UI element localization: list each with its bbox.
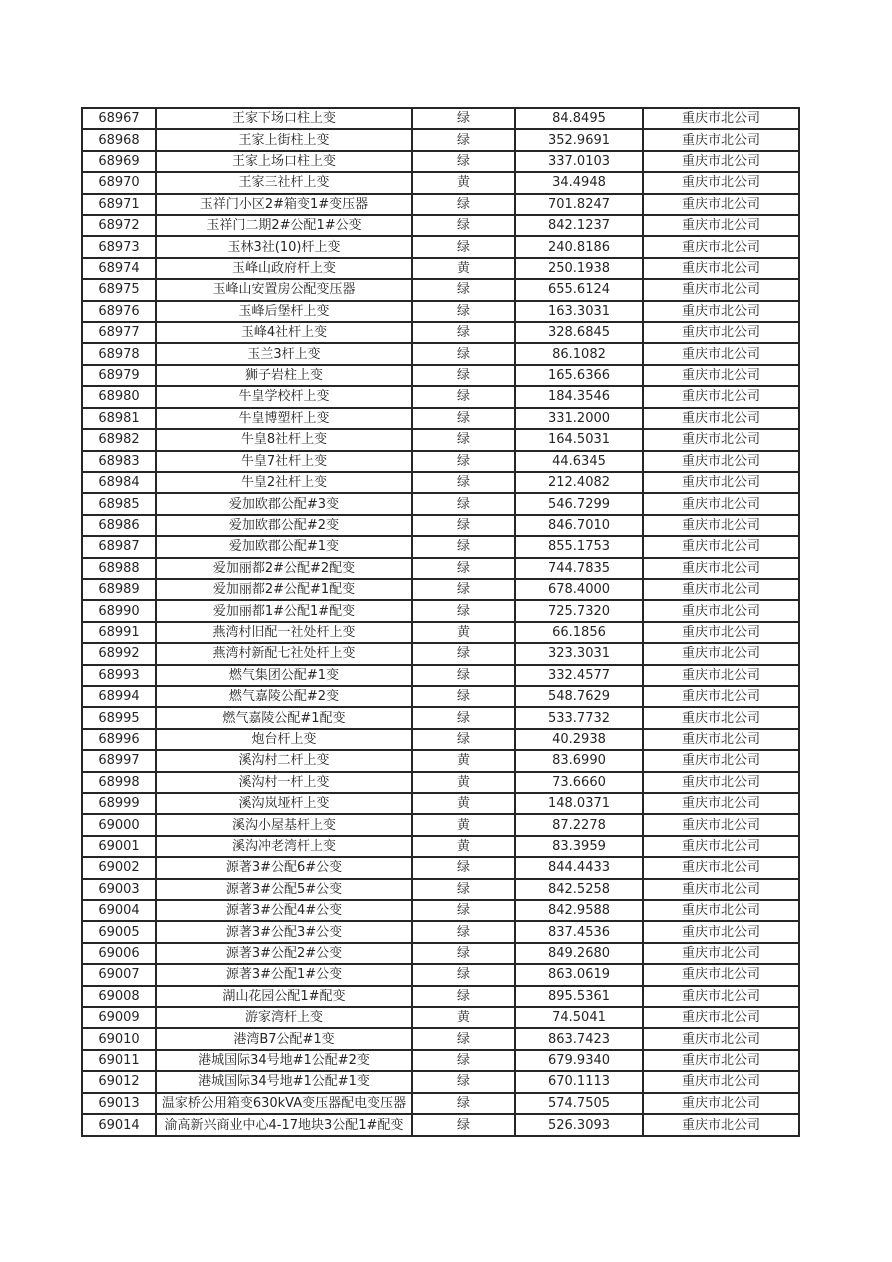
cell-id: 68969 (82, 151, 156, 172)
cell-value: 855.1753 (515, 536, 643, 557)
cell-name: 湖山花园公配1#配变 (156, 986, 412, 1007)
table-row (82, 814, 799, 835)
cell-company: 重庆市北公司 (643, 472, 799, 493)
cell-name: 燃气嘉陵公配#2变 (156, 686, 412, 707)
table-row (82, 386, 799, 407)
cell-id: 69007 (82, 964, 156, 985)
cell-status: 绿 (412, 921, 515, 942)
cell-id: 69010 (82, 1028, 156, 1049)
cell-status: 绿 (412, 472, 515, 493)
cell-id: 69012 (82, 1071, 156, 1092)
cell-name: 溪沟冲老湾杆上变 (156, 836, 412, 857)
cell-company: 重庆市北公司 (643, 215, 799, 236)
cell-name: 溪沟岚垭杆上变 (156, 793, 412, 814)
cell-value: 250.1938 (515, 258, 643, 279)
cell-status: 绿 (412, 129, 515, 150)
cell-company: 重庆市北公司 (643, 814, 799, 835)
cell-company: 重庆市北公司 (643, 686, 799, 707)
cell-company: 重庆市北公司 (643, 622, 799, 643)
cell-name: 爱加丽都1#公配1#配变 (156, 600, 412, 621)
cell-id: 68990 (82, 600, 156, 621)
table-row (82, 322, 799, 343)
cell-status: 绿 (412, 879, 515, 900)
cell-id: 69004 (82, 900, 156, 921)
table-row (82, 686, 799, 707)
cell-company: 重庆市北公司 (643, 194, 799, 215)
cell-company: 重庆市北公司 (643, 408, 799, 429)
cell-status: 绿 (412, 215, 515, 236)
cell-value: 655.6124 (515, 279, 643, 300)
cell-company: 重庆市北公司 (643, 1050, 799, 1071)
cell-value: 84.8495 (515, 108, 643, 129)
table-row (82, 600, 799, 621)
cell-name: 燕湾村旧配一社处杆上变 (156, 622, 412, 643)
table-row (82, 129, 799, 150)
cell-id: 69006 (82, 943, 156, 964)
cell-id: 68968 (82, 129, 156, 150)
cell-id: 68993 (82, 665, 156, 686)
cell-name: 牛皇8社杆上变 (156, 429, 412, 450)
transformer-data-grid (81, 107, 800, 1137)
cell-company: 重庆市北公司 (643, 1007, 799, 1028)
cell-name: 港湾B7公配#1变 (156, 1028, 412, 1049)
cell-status: 绿 (412, 236, 515, 257)
cell-name: 王家上街柱上变 (156, 129, 412, 150)
cell-company: 重庆市北公司 (643, 515, 799, 536)
cell-id: 69000 (82, 814, 156, 835)
cell-value: 863.0619 (515, 964, 643, 985)
cell-name: 爱加丽都2#公配#2配变 (156, 558, 412, 579)
cell-company: 重庆市北公司 (643, 707, 799, 728)
cell-name: 源著3#公配4#公变 (156, 900, 412, 921)
table-row (82, 215, 799, 236)
cell-status: 绿 (412, 643, 515, 664)
cell-company: 重庆市北公司 (643, 1028, 799, 1049)
table-row (82, 365, 799, 386)
cell-status: 绿 (412, 1050, 515, 1071)
cell-id: 68995 (82, 707, 156, 728)
cell-status: 黄 (412, 258, 515, 279)
cell-name: 港城国际34号地#1公配#1变 (156, 1071, 412, 1092)
cell-status: 绿 (412, 322, 515, 343)
cell-status: 绿 (412, 1028, 515, 1049)
cell-name: 炮台杆上变 (156, 729, 412, 750)
cell-id: 69005 (82, 921, 156, 942)
cell-id: 69008 (82, 986, 156, 1007)
cell-name: 玉峰4社杆上变 (156, 322, 412, 343)
cell-id: 68975 (82, 279, 156, 300)
cell-value: 533.7732 (515, 707, 643, 728)
cell-id: 68987 (82, 536, 156, 557)
cell-value: 328.6845 (515, 322, 643, 343)
cell-id: 68970 (82, 172, 156, 193)
cell-company: 重庆市北公司 (643, 493, 799, 514)
cell-status: 绿 (412, 707, 515, 728)
cell-company: 重庆市北公司 (643, 108, 799, 129)
table-row (82, 108, 799, 129)
cell-name: 爱加欧郡公配#3变 (156, 493, 412, 514)
cell-name: 王家下场口柱上变 (156, 108, 412, 129)
cell-value: 165.6366 (515, 365, 643, 386)
cell-company: 重庆市北公司 (643, 900, 799, 921)
cell-company: 重庆市北公司 (643, 836, 799, 857)
cell-id: 68985 (82, 493, 156, 514)
cell-id: 68989 (82, 579, 156, 600)
cell-name: 溪沟小屋基杆上变 (156, 814, 412, 835)
cell-status: 绿 (412, 194, 515, 215)
cell-value: 323.3031 (515, 643, 643, 664)
cell-status: 绿 (412, 665, 515, 686)
cell-name: 玉峰山政府杆上变 (156, 258, 412, 279)
cell-id: 69002 (82, 857, 156, 878)
cell-status: 黄 (412, 750, 515, 771)
cell-id: 69009 (82, 1007, 156, 1028)
cell-value: 846.7010 (515, 515, 643, 536)
cell-status: 黄 (412, 622, 515, 643)
cell-id: 68979 (82, 365, 156, 386)
cell-id: 68986 (82, 515, 156, 536)
cell-id: 68982 (82, 429, 156, 450)
cell-company: 重庆市北公司 (643, 343, 799, 364)
table-row (82, 536, 799, 557)
cell-value: 83.6990 (515, 750, 643, 771)
cell-value: 679.9340 (515, 1050, 643, 1071)
table-row (82, 836, 799, 857)
cell-company: 重庆市北公司 (643, 643, 799, 664)
cell-status: 黄 (412, 772, 515, 793)
cell-company: 重庆市北公司 (643, 579, 799, 600)
cell-value: 184.3546 (515, 386, 643, 407)
cell-value: 352.9691 (515, 129, 643, 150)
cell-status: 绿 (412, 301, 515, 322)
cell-company: 重庆市北公司 (643, 879, 799, 900)
cell-status: 绿 (412, 429, 515, 450)
table-row (82, 643, 799, 664)
cell-id: 68980 (82, 386, 156, 407)
cell-company: 重庆市北公司 (643, 258, 799, 279)
cell-id: 68972 (82, 215, 156, 236)
cell-id: 69001 (82, 836, 156, 857)
cell-name: 牛皇7社杆上变 (156, 451, 412, 472)
cell-status: 黄 (412, 836, 515, 857)
cell-value: 863.7423 (515, 1028, 643, 1049)
cell-value: 678.4000 (515, 579, 643, 600)
cell-name: 燃气嘉陵公配#1配变 (156, 707, 412, 728)
table-row (82, 729, 799, 750)
table-row (82, 194, 799, 215)
cell-id: 69013 (82, 1093, 156, 1114)
cell-id: 68981 (82, 408, 156, 429)
table-row (82, 1028, 799, 1049)
cell-status: 绿 (412, 1114, 515, 1136)
cell-status: 绿 (412, 558, 515, 579)
cell-name: 狮子岩柱上变 (156, 365, 412, 386)
cell-status: 绿 (412, 900, 515, 921)
cell-name: 温家桥公用箱变630kVA变压器配电变压器 (156, 1093, 412, 1114)
cell-name: 游家湾杆上变 (156, 1007, 412, 1028)
cell-name: 源著3#公配2#公变 (156, 943, 412, 964)
cell-company: 重庆市北公司 (643, 1071, 799, 1092)
cell-company: 重庆市北公司 (643, 943, 799, 964)
cell-id: 68988 (82, 558, 156, 579)
cell-company: 重庆市北公司 (643, 1114, 799, 1136)
cell-value: 164.5031 (515, 429, 643, 450)
cell-name: 爱加丽都2#公配#1配变 (156, 579, 412, 600)
cell-status: 绿 (412, 857, 515, 878)
table-row (82, 793, 799, 814)
cell-company: 重庆市北公司 (643, 772, 799, 793)
cell-company: 重庆市北公司 (643, 964, 799, 985)
cell-name: 牛皇2社杆上变 (156, 472, 412, 493)
table-row (82, 622, 799, 643)
table-row (82, 772, 799, 793)
cell-value: 212.4082 (515, 472, 643, 493)
cell-name: 王家三社杆上变 (156, 172, 412, 193)
cell-name: 港城国际34号地#1公配#2变 (156, 1050, 412, 1071)
table-body (82, 108, 799, 1136)
cell-value: 842.9588 (515, 900, 643, 921)
cell-value: 837.4536 (515, 921, 643, 942)
cell-company: 重庆市北公司 (643, 600, 799, 621)
cell-name: 玉祥门小区2#箱变1#变压器 (156, 194, 412, 215)
cell-company: 重庆市北公司 (643, 921, 799, 942)
cell-id: 68984 (82, 472, 156, 493)
cell-value: 44.6345 (515, 451, 643, 472)
cell-status: 绿 (412, 536, 515, 557)
cell-name: 玉峰后堡杆上变 (156, 301, 412, 322)
cell-value: 546.7299 (515, 493, 643, 514)
cell-value: 332.4577 (515, 665, 643, 686)
cell-id: 68992 (82, 643, 156, 664)
cell-status: 绿 (412, 600, 515, 621)
table-row (82, 172, 799, 193)
cell-value: 73.6660 (515, 772, 643, 793)
cell-status: 绿 (412, 493, 515, 514)
cell-name: 爱加欧郡公配#1变 (156, 536, 412, 557)
cell-status: 绿 (412, 451, 515, 472)
cell-company: 重庆市北公司 (643, 365, 799, 386)
cell-company: 重庆市北公司 (643, 729, 799, 750)
cell-name: 牛皇学校杆上变 (156, 386, 412, 407)
cell-status: 绿 (412, 579, 515, 600)
cell-company: 重庆市北公司 (643, 665, 799, 686)
cell-name: 源著3#公配3#公变 (156, 921, 412, 942)
cell-status: 绿 (412, 1071, 515, 1092)
cell-status: 绿 (412, 365, 515, 386)
cell-company: 重庆市北公司 (643, 172, 799, 193)
table-row (82, 986, 799, 1007)
cell-value: 842.5258 (515, 879, 643, 900)
cell-value: 87.2278 (515, 814, 643, 835)
cell-value: 574.7505 (515, 1093, 643, 1114)
cell-value: 83.3959 (515, 836, 643, 857)
cell-value: 163.3031 (515, 301, 643, 322)
cell-company: 重庆市北公司 (643, 301, 799, 322)
cell-id: 68994 (82, 686, 156, 707)
cell-status: 绿 (412, 686, 515, 707)
cell-name: 玉兰3杆上变 (156, 343, 412, 364)
cell-value: 725.7320 (515, 600, 643, 621)
table-row (82, 1050, 799, 1071)
cell-value: 34.4948 (515, 172, 643, 193)
table-row (82, 1007, 799, 1028)
cell-value: 240.8186 (515, 236, 643, 257)
cell-company: 重庆市北公司 (643, 750, 799, 771)
table-row (82, 258, 799, 279)
cell-company: 重庆市北公司 (643, 857, 799, 878)
cell-status: 绿 (412, 986, 515, 1007)
cell-value: 842.1237 (515, 215, 643, 236)
cell-company: 重庆市北公司 (643, 1093, 799, 1114)
cell-value: 331.2000 (515, 408, 643, 429)
cell-value: 701.8247 (515, 194, 643, 215)
cell-name: 燃气集团公配#1变 (156, 665, 412, 686)
cell-id: 68983 (82, 451, 156, 472)
cell-status: 绿 (412, 964, 515, 985)
cell-company: 重庆市北公司 (643, 129, 799, 150)
cell-id: 68971 (82, 194, 156, 215)
cell-name: 玉峰山安置房公配变压器 (156, 279, 412, 300)
cell-value: 895.5361 (515, 986, 643, 1007)
cell-status: 黄 (412, 814, 515, 835)
cell-value: 40.2938 (515, 729, 643, 750)
cell-company: 重庆市北公司 (643, 558, 799, 579)
cell-name: 源著3#公配6#公变 (156, 857, 412, 878)
cell-status: 绿 (412, 279, 515, 300)
cell-value: 844.4433 (515, 857, 643, 878)
cell-value: 548.7629 (515, 686, 643, 707)
table-row (82, 451, 799, 472)
cell-id: 68976 (82, 301, 156, 322)
cell-name: 玉林3社(10)杆上变 (156, 236, 412, 257)
cell-id: 68996 (82, 729, 156, 750)
table-row (82, 750, 799, 771)
table-row (82, 408, 799, 429)
cell-value: 526.3093 (515, 1114, 643, 1136)
table-row (82, 857, 799, 878)
cell-id: 68973 (82, 236, 156, 257)
table-row (82, 665, 799, 686)
table-row (82, 472, 799, 493)
table-row (82, 236, 799, 257)
cell-status: 黄 (412, 172, 515, 193)
table-row (82, 558, 799, 579)
cell-id: 69014 (82, 1114, 156, 1136)
cell-value: 670.1113 (515, 1071, 643, 1092)
cell-company: 重庆市北公司 (643, 236, 799, 257)
cell-value: 744.7835 (515, 558, 643, 579)
table-row (82, 879, 799, 900)
cell-status: 绿 (412, 408, 515, 429)
cell-status: 绿 (412, 515, 515, 536)
cell-status: 绿 (412, 108, 515, 129)
cell-value: 86.1082 (515, 343, 643, 364)
cell-company: 重庆市北公司 (643, 322, 799, 343)
cell-name: 源著3#公配5#公变 (156, 879, 412, 900)
cell-id: 68978 (82, 343, 156, 364)
cell-value: 148.0371 (515, 793, 643, 814)
cell-status: 绿 (412, 151, 515, 172)
cell-status: 绿 (412, 1093, 515, 1114)
cell-name: 源著3#公配1#公变 (156, 964, 412, 985)
cell-name: 渝高新兴商业中心4-17地块3公配1#配变 (156, 1114, 412, 1136)
cell-value: 337.0103 (515, 151, 643, 172)
table-row (82, 900, 799, 921)
cell-id: 68997 (82, 750, 156, 771)
cell-name: 溪沟村二杆上变 (156, 750, 412, 771)
table-row (82, 1071, 799, 1092)
table-row (82, 943, 799, 964)
cell-status: 黄 (412, 793, 515, 814)
table-row (82, 515, 799, 536)
table-row (82, 279, 799, 300)
table-row (82, 921, 799, 942)
cell-name: 王家上场口柱上变 (156, 151, 412, 172)
cell-company: 重庆市北公司 (643, 793, 799, 814)
table-row (82, 493, 799, 514)
cell-id: 69003 (82, 879, 156, 900)
cell-id: 68998 (82, 772, 156, 793)
cell-name: 玉祥门二期2#公配1#公变 (156, 215, 412, 236)
cell-value: 849.2680 (515, 943, 643, 964)
cell-company: 重庆市北公司 (643, 536, 799, 557)
table-row (82, 1093, 799, 1114)
cell-name: 燕湾村新配七社处杆上变 (156, 643, 412, 664)
cell-id: 68991 (82, 622, 156, 643)
cell-status: 绿 (412, 386, 515, 407)
cell-name: 牛皇博塑杆上变 (156, 408, 412, 429)
cell-status: 绿 (412, 729, 515, 750)
table-row (82, 1114, 799, 1136)
cell-company: 重庆市北公司 (643, 386, 799, 407)
cell-id: 68974 (82, 258, 156, 279)
cell-name: 溪沟村一杆上变 (156, 772, 412, 793)
cell-company: 重庆市北公司 (643, 151, 799, 172)
cell-id: 68977 (82, 322, 156, 343)
cell-status: 绿 (412, 943, 515, 964)
cell-company: 重庆市北公司 (643, 429, 799, 450)
cell-company: 重庆市北公司 (643, 451, 799, 472)
cell-id: 68999 (82, 793, 156, 814)
cell-name: 爱加欧郡公配#2变 (156, 515, 412, 536)
cell-company: 重庆市北公司 (643, 279, 799, 300)
cell-company: 重庆市北公司 (643, 986, 799, 1007)
cell-status: 绿 (412, 343, 515, 364)
table-row (82, 964, 799, 985)
table-row (82, 579, 799, 600)
transformer-table (81, 107, 800, 1137)
table-row (82, 343, 799, 364)
cell-status: 黄 (412, 1007, 515, 1028)
table-row (82, 301, 799, 322)
cell-id: 68967 (82, 108, 156, 129)
table-row (82, 707, 799, 728)
cell-value: 74.5041 (515, 1007, 643, 1028)
table-row (82, 429, 799, 450)
cell-value: 66.1856 (515, 622, 643, 643)
table-row (82, 151, 799, 172)
cell-id: 69011 (82, 1050, 156, 1071)
